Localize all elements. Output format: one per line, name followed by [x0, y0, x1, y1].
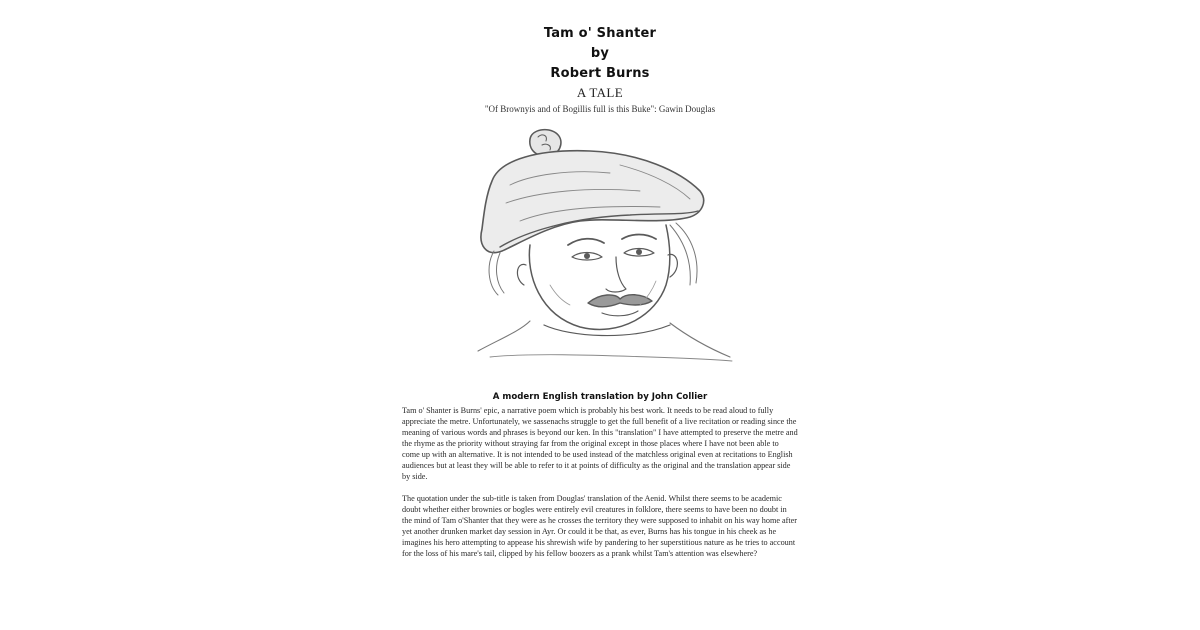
poem-title: Tam o' Shanter	[543, 26, 657, 41]
title-block	[0, 24, 1200, 115]
subtitle: A TALE	[576, 85, 624, 100]
body-text	[402, 405, 798, 559]
portrait-sketch-icon	[470, 125, 740, 363]
paragraph: The quotation under the sub-title is taken from Douglas' translation of the Aenid. Whilst there seems to be academic doubt whether either brownies or bogles were entirely evil creatures in folklore, there seems to have been no doubt in the mind of Tam o'Shanter that they were as he crosses the territory they were supposed to inhabit on his way home after yet another drunken market day session in Ayr. Or could it be that, as ever, Burns has his tongue in his cheek as he imagines his hero attempting to appease his shrewish wife by pandering to her superstitious nature as he tries to account for the loss of his mare's tail, clipped by his fellow boozers as a prank whilst Tam's attention was elsewhere?	[402, 494, 798, 558]
author-name: Robert Burns	[550, 66, 650, 81]
title-by: by	[590, 46, 610, 61]
section-heading: A modern English translation by John Collier	[492, 392, 708, 402]
epigraph: "Of Brownyis and of Bogillis full is this Buke": Gawin Douglas	[484, 104, 716, 114]
paragraph: Tam o' Shanter is Burns' epic, a narrative poem which is probably his best work. It needs to be read aloud to fully appreciate the metre. Unfortunately, we sassenachs struggle to get the full benefit of a live recitation or reading since the meaning of various words and phrases is beyond our ken. In this "translation" I have attempted to preserve the metre and the rhyme as the priority without straying far from the original except in those places where I have not been able to come up with an alternative. It is not intended to be used instead of the matchless original even at recitations to English audiences but at least they will be able to refer to it at points of difficulty as the original and the translation appear side by side.	[402, 406, 798, 481]
